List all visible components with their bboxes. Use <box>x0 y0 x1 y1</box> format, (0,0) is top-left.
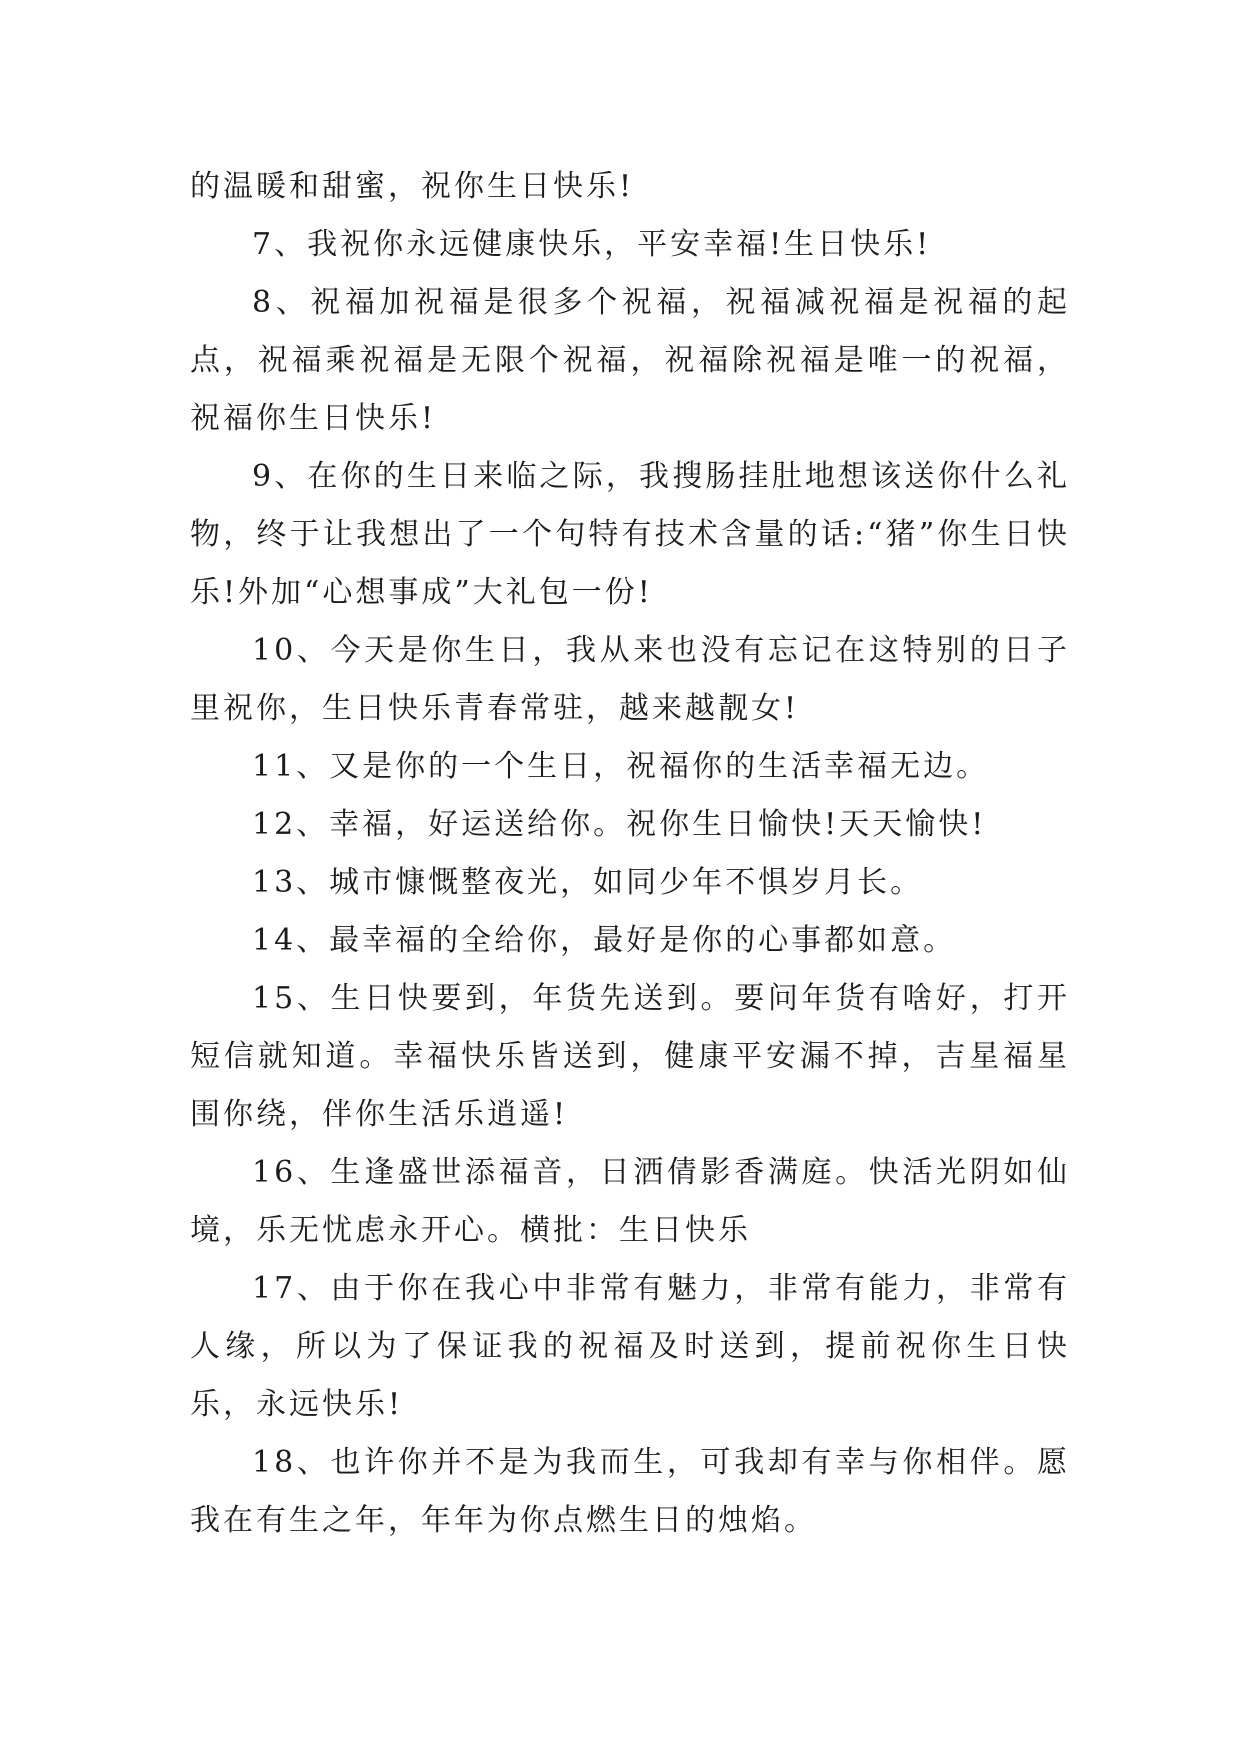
document-body <box>190 158 1070 1550</box>
paragraph-15: 15、生日快要到，年货先送到。要问年货有啥好，打开短信就知道。幸福快乐皆送到，健康平安漏不掉，吉星福星围你绕，伴你生活乐逍遥! <box>190 981 1070 1132</box>
paragraph-10: 10、今天是你生日，我从来也没有忘记在这特别的日子里祝你，生日快乐青春常驻，越来越靓女! <box>190 633 1070 726</box>
paragraph-12: 12、幸福，好运送给你。祝你生日愉快!天天愉快! <box>252 807 987 842</box>
paragraph-14: 14、最幸福的全给你，最好是你的心事都如意。 <box>252 923 957 958</box>
paragraph-8: 8、祝福加祝福是很多个祝福，祝福减祝福是祝福的起点，祝福乘祝福是无限个祝福，祝福除祝福是唯一的祝福，祝福你生日快乐! <box>190 285 1070 436</box>
paragraph-9: 9、在你的生日来临之际，我搜肠挂肚地想该送你什么礼物，终于让我想出了一个句特有技术含量的话:“猪”你生日快乐!外加“心想事成”大礼包一份! <box>190 459 1070 610</box>
paragraph-18: 18、也许你并不是为我而生，可我却有幸与你相伴。愿我在有生之年，年年为你点燃生日的烛焰。 <box>190 1445 1070 1538</box>
paragraph-11: 11、又是你的一个生日，祝福你的生活幸福无边。 <box>252 749 990 784</box>
paragraph-16: 16、生逢盛世添福音，日洒倩影香满庭。快活光阴如仙境，乐无忧虑永开心。横批：生日快乐 <box>190 1155 1070 1248</box>
paragraph-7: 7、我祝你永远健康快乐，平安幸福!生日快乐! <box>252 227 932 262</box>
paragraph-continued: 的温暖和甜蜜，祝你生日快乐! <box>190 169 635 204</box>
paragraph-13: 13、城市慷慨整夜光，如同少年不惧岁月长。 <box>252 865 924 900</box>
paragraph-17: 17、由于你在我心中非常有魅力，非常有能力，非常有人缘，所以为了保证我的祝福及时送到，提前祝你生日快乐，永远快乐! <box>190 1271 1070 1422</box>
